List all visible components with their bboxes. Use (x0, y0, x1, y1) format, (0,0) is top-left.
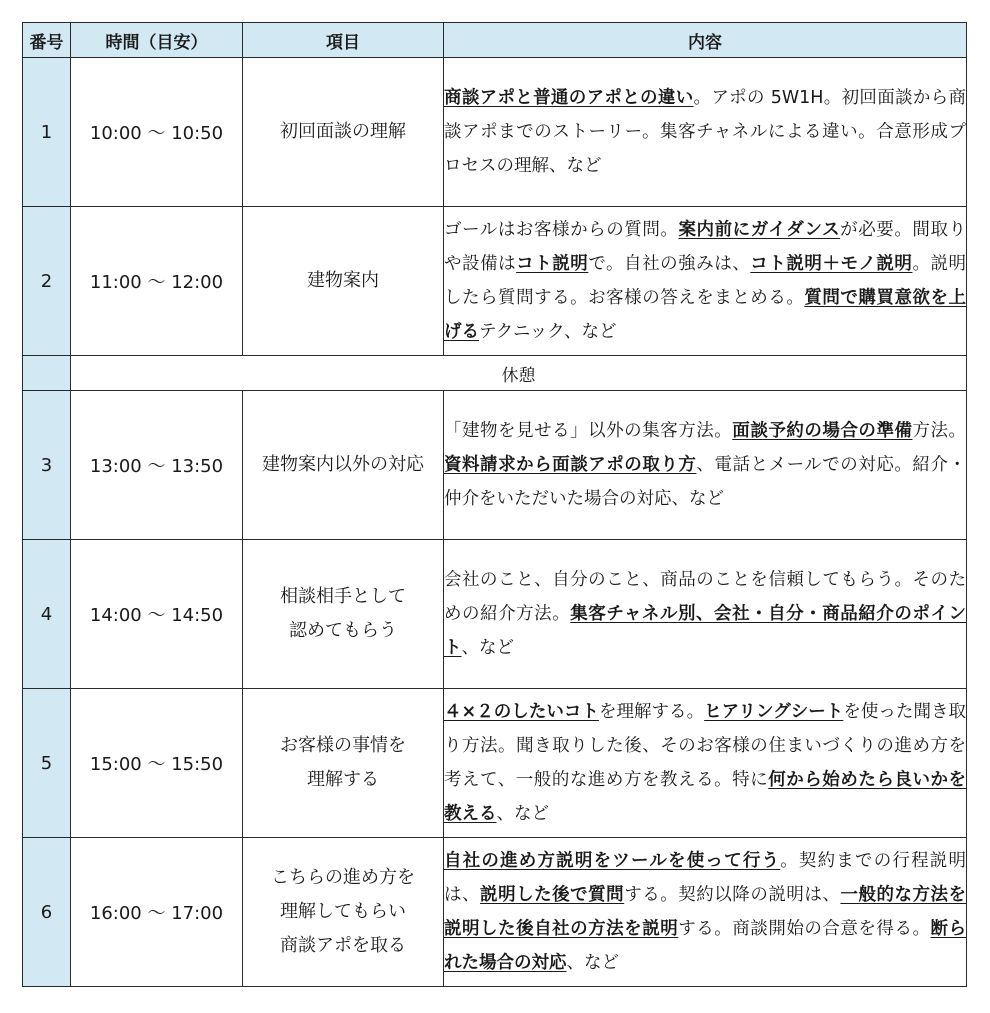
content-key-point: 資料請求から面談アポの取り方 (444, 455, 697, 475)
content-text: 方法。 (912, 421, 967, 441)
item-line: 建物案内 (307, 270, 379, 291)
table-row (23, 540, 967, 689)
content-text: が必要。間取りや設備は (444, 220, 967, 274)
row-time: 16:00 〜 17:00 (71, 838, 243, 987)
header-time: 時間（目安） (71, 23, 243, 58)
content-text: 「建物を見せる」以外の集客方法。 (444, 421, 733, 441)
content-key-point: ４×２のしたいコト (444, 702, 599, 722)
table-row (23, 207, 967, 356)
item-line: 認めてもらう (289, 620, 397, 641)
row-number: 3 (23, 391, 71, 540)
row-number: 2 (23, 207, 71, 356)
row-item (243, 689, 444, 838)
table-row (23, 58, 967, 207)
header-num: 番号 (23, 23, 71, 58)
content-text: する。契約以降の説明は、 (624, 885, 841, 905)
row-time: 15:00 〜 15:50 (71, 689, 243, 838)
content-key-point: 集客チャネル別、会社・自分・商品紹介のポイント (444, 604, 967, 658)
row-number: 4 (23, 540, 71, 689)
content-text: 会社のこと、自分のこと、商品のことを信頼してもらう。そのための紹介方法。 (444, 570, 966, 624)
content-text: する。商談開始の合意を得る。 (678, 919, 931, 939)
content-text: 、など (461, 638, 514, 658)
item-line: こちらの進め方を (271, 867, 415, 888)
content-key-point: コト説明 (516, 254, 589, 274)
content-key-point: 面談予約の場合の準備 (732, 421, 913, 441)
table-row (23, 689, 967, 838)
schedule-table (22, 22, 967, 987)
row-content (444, 689, 967, 838)
header-content: 内容 (444, 23, 967, 58)
table-header (23, 23, 967, 58)
content-text: テクニック、など (479, 322, 617, 342)
content-key-point: 質問で購買意欲を上げる (444, 288, 967, 342)
row-item (243, 540, 444, 689)
row-time: 11:00 〜 12:00 (71, 207, 243, 356)
row-item (243, 391, 444, 540)
content-text: ゴールはお客様からの質問。 (444, 220, 679, 240)
content-text: 。契約までの行程説明は、 (444, 851, 966, 905)
item-line: 初回面談の理解 (280, 121, 406, 142)
content-text: 、電話とメールでの対応。紹介・仲介をいただいた場合の対応、など (444, 455, 966, 509)
table-row (23, 838, 967, 987)
row-content (444, 391, 967, 540)
row-item (243, 207, 444, 356)
row-number: 5 (23, 689, 71, 838)
item-line: 商談アポを取る (280, 935, 406, 956)
row-item (243, 58, 444, 207)
content-text: 。説明したら質問する。お客様の答えをまとめる。 (444, 254, 967, 308)
content-text: で。自社の強みは、 (588, 254, 751, 274)
content-key-point: 断られた場合の対応 (444, 919, 967, 973)
content-key-point: 自社の進め方説明をツールを使って行う (444, 851, 781, 871)
content-text: 、など (566, 953, 619, 973)
content-key-point: 一般的な方法を説明した後自社の方法を説明 (444, 885, 967, 939)
row-content (444, 540, 967, 689)
row-content (444, 207, 967, 356)
row-content (444, 838, 967, 987)
row-time: 10:00 〜 10:50 (71, 58, 243, 207)
item-line: お客様の事情を (280, 735, 406, 756)
content-text: を使った聞き取り方法。聞き取りした後、そのお客様の住まいづくりの進め方を考えて、一般的な進め方を教える。特に (444, 702, 967, 790)
row-time: 14:00 〜 14:50 (71, 540, 243, 689)
item-line: 理解する (307, 769, 379, 790)
table-body (23, 58, 967, 987)
content-key-point: 商談アポと普通のアポとの違い (444, 88, 694, 108)
header-item: 項目 (243, 23, 444, 58)
row-time: 13:00 〜 13:50 (71, 391, 243, 540)
item-line: 相談相手として (280, 586, 406, 607)
table-row (23, 391, 967, 540)
content-key-point: コト説明＋モノ説明 (750, 254, 913, 274)
break-label: 休憩 (71, 356, 967, 391)
content-key-point: 案内前にガイダンス (678, 220, 841, 240)
item-line: 理解してもらい (280, 901, 406, 922)
content-key-point: 何から始めたら良いかを教える (444, 770, 967, 824)
row-content (444, 58, 967, 207)
row-number: 1 (23, 58, 71, 207)
content-text: 、など (496, 804, 549, 824)
content-text: 。アポの 5W1H。初回面談から商談アポまでのストーリー。集客チャネルによる違い。合意形成プロセスの理解、など (444, 88, 966, 176)
content-key-point: ヒアリングシート (704, 702, 844, 722)
item-line: 建物案内以外の対応 (262, 454, 424, 475)
content-key-point: 説明した後で質問 (480, 885, 625, 905)
break-row (23, 356, 967, 391)
row-item (243, 838, 444, 987)
break-num-cell (23, 356, 71, 391)
row-number: 6 (23, 838, 71, 987)
content-text: を理解する。 (598, 702, 705, 722)
